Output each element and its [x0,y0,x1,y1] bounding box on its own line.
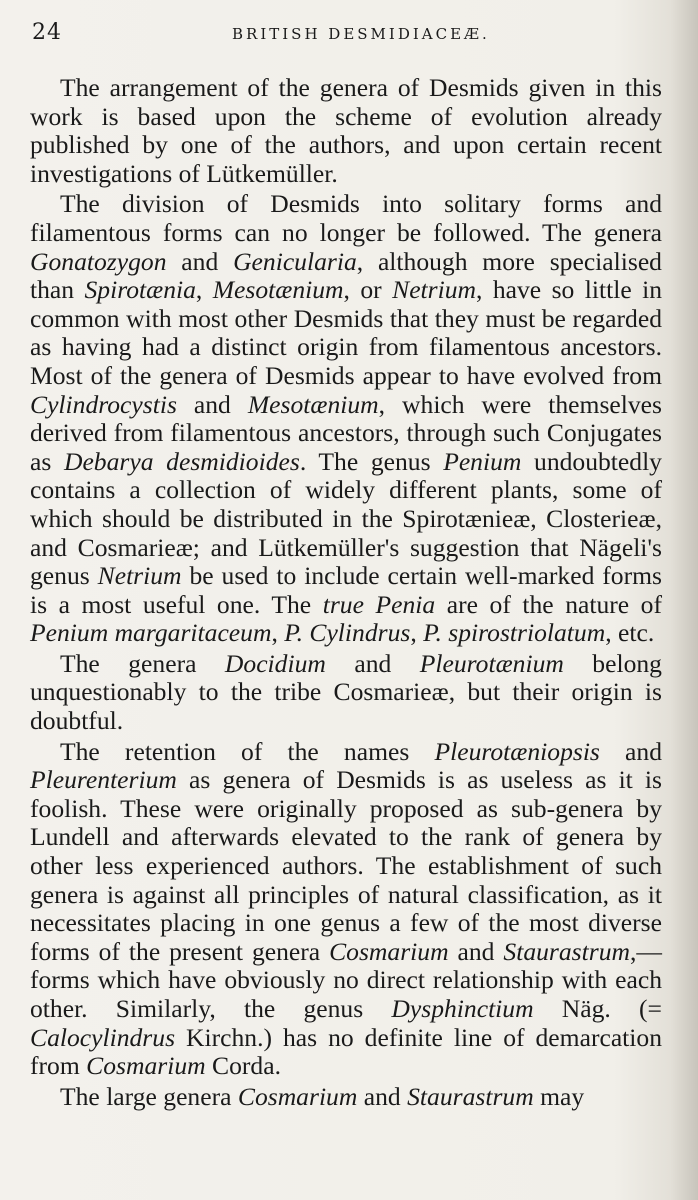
italic-term: Penium [443,446,522,476]
text-run: be used to include certain well-marked forms is a most useful one. The [30,561,662,619]
text-run: as genera of Desmids is as useless as it is foolish. These were originally proposed as sub-genera by Lundell and afterwards elevated to the rank of genera by other less experienced authors. The establishment of such genera is against all principles of natural classification, as it necessitates placing in one genus a few of the most diverse forms of the present genera [30,765,662,966]
text-run: The large genera [60,1081,238,1111]
text-run: , have so little in common with most other Desmids that they must be regarded as having had a distinct origin from filamentous ancestors. Most of the genera of Desmids appear to have evolved from [30,275,663,390]
italic-term: Pleurenterium [30,765,177,795]
text-run: , [195,275,213,305]
paragraph [30,738,662,1081]
text-run: and [599,736,662,766]
italic-term: Dysphinctium [391,994,534,1023]
italic-term: true Penia [322,589,436,619]
paragraph [30,1083,662,1112]
italic-term: P. Cylindrus [284,618,411,648]
italic-term: Spirotænia [84,275,196,305]
italic-term: Cosmarium [86,1051,206,1081]
text-run: , which were themselves derived from filamentous ancestors, through such Conjugates as [30,389,662,476]
text-run: are of the nature of [435,589,663,619]
text-run: ,—forms which have obviously no direct relationship with each other. Similarly, the genus [30,936,662,1023]
italic-term: Mesotænium [212,275,344,305]
italic-term: Genicularia [233,246,357,276]
text-run: , or [343,275,393,305]
paragraph [30,650,662,736]
text-run: may [533,1081,585,1111]
text-run: The genera [60,648,225,678]
italic-term: Netrium [392,275,477,305]
page-header [32,20,658,50]
text-run: , although more specialised than [30,246,662,305]
text-run: . The genus [299,446,444,476]
italic-term: Pleurotæniopsis [434,736,600,766]
text-run: and [166,246,234,276]
text-run: The arrangement of the genera of Desmids given in this work is based upon the scheme of evolution already published by one of the authors, and upon certain recent investigations of Lütkemüller. [30,73,662,188]
italic-term: P. spirostriolatum [423,618,606,648]
text-run: , [271,618,285,648]
italic-term: Gonatozygon [30,246,167,276]
text-run: Corda. [205,1051,281,1081]
italic-term: Debarya desmidioides [63,446,300,476]
text-run: Näg. (= [533,994,662,1023]
running-head: BRITISH DESMIDIACEÆ. [232,25,490,43]
italic-term: Calocylindrus [30,1022,176,1052]
italic-term: Cosmarium [237,1081,358,1111]
italic-term: Mesotænium [247,389,379,419]
italic-term: Staurastrum [503,936,630,966]
text-run: The retention of the names [60,736,435,766]
italic-term: Netrium [97,561,182,591]
paragraph [30,74,662,188]
text-run: and [325,648,420,678]
text-run: Kirchn.) has no definite line of demarcation from [30,1022,662,1081]
text-run: undoubtedly contains a collection of widely different plants, some of which should be distributed in the Spirotænieæ, Closterieæ, and Cosmarieæ; and Lütkemüller's suggestion that Nägeli's genus [30,446,662,591]
page-number: 24 [32,20,62,45]
paragraph [30,190,662,648]
text-run: and [448,936,504,966]
italic-term: Cylindrocystis [30,389,177,419]
italic-term: Docidium [224,648,326,678]
italic-term: Penium margaritaceum [30,618,272,648]
text-run: and [176,389,248,419]
italic-term: Staurastrum [407,1081,534,1111]
text-run: The division of Desmids into solitary forms and filamentous forms can no longer be followed. The genera [30,189,662,247]
text-run: , etc. [605,618,655,648]
text-run: and [357,1081,408,1111]
text-run: , [410,618,424,648]
italic-term: Pleurotænium [419,648,564,678]
italic-term: Cosmarium [329,936,449,966]
body-text [30,74,662,1113]
text-run: belong unquestionably to the tribe Cosmarieæ, but their origin is doubtful. [30,648,662,736]
